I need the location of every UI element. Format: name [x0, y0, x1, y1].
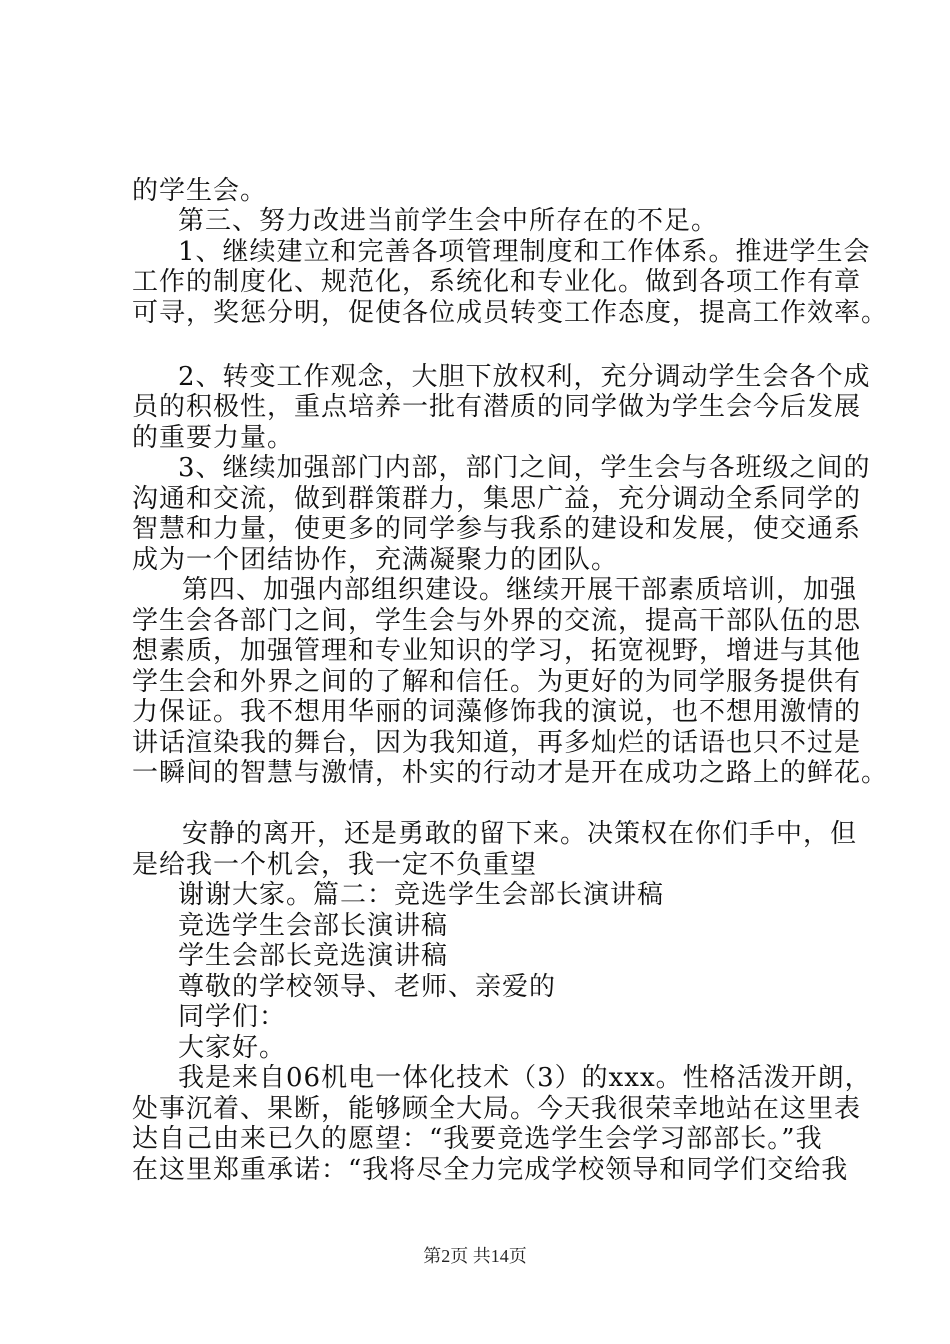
text-line: 的重要力量。: [132, 423, 295, 453]
text-line: 是给我一个机会，我一定不负重望: [132, 850, 538, 880]
text-line: 成为一个团结协作，充满凝聚力的团队。: [132, 545, 619, 575]
text-line: 沟通和交流，做到群策群力，集思广益，充分调动全系同学的: [132, 484, 862, 514]
text-line: 我是来自06机电一体化技术（3）的xxx。性格活泼开朗，: [178, 1063, 872, 1093]
text-line: 大家好。: [178, 1033, 287, 1063]
text-line: 可寻，奖惩分明，促使各位成员转变工作态度，提高工作效率。: [132, 298, 889, 328]
text-line: 学生会和外界之间的了解和信任。为更好的为同学服务提供有: [132, 667, 862, 697]
text-line: 达自己由来已久的愿望：“我要竞选学生会学习部部长。”我: [132, 1124, 823, 1154]
text-line: 力保证。我不想用华丽的词藻修饰我的演说，也不想用激情的: [132, 697, 862, 727]
page-number-footer: 第2页 共14页: [423, 1246, 527, 1266]
text-line: 学生会部长竞选演讲稿: [178, 941, 449, 971]
text-line: 员的积极性，重点培养一批有潜质的同学做为学生会今后发展: [132, 392, 862, 422]
text-line: 安静的离开，还是勇敢的留下来。决策权在你们手中，但: [182, 819, 858, 849]
text-line: 一瞬间的智慧与激情，朴实的行动才是开在成功之路上的鲜花。: [132, 758, 889, 788]
text-line: 讲话渲染我的舞台，因为我知道，再多灿烂的话语也只不过是: [132, 728, 862, 758]
text-line: 谢谢大家。篇二：竞选学生会部长演讲稿: [178, 880, 665, 910]
text-line: 竞选学生会部长演讲稿: [178, 911, 449, 941]
text-line: 3、继续加强部门内部，部门之间，学生会与各班级之间的: [178, 453, 871, 483]
text-line: 尊敬的学校领导、老师、亲爱的: [178, 972, 557, 1002]
text-line: 工作的制度化、规范化，系统化和专业化。做到各项工作有章: [132, 267, 862, 297]
text-line: 1、继续建立和完善各项管理制度和工作体系。推进学生会: [178, 237, 871, 267]
text-line: 智慧和力量，使更多的同学参与我系的建设和发展，使交通系: [132, 514, 862, 544]
text-line: 学生会各部门之间，学生会与外界的交流，提高干部队伍的思: [132, 606, 862, 636]
text-line: 想素质，加强管理和专业知识的学习，拓宽视野，增进与其他: [132, 636, 862, 666]
text-line: 第三、努力改进当前学生会中所存在的不足。: [178, 206, 719, 236]
text-line: 2、转变工作观念，大胆下放权利，充分调动学生会各个成: [178, 362, 871, 392]
text-line: 在这里郑重承诺：“我将尽全力完成学校领导和同学们交给我: [132, 1155, 849, 1185]
text-line: 同学们：: [178, 1002, 287, 1032]
text-line: 的学生会。: [132, 176, 268, 206]
text-line: 第四、加强内部组织建设。继续开展干部素质培训，加强: [182, 575, 858, 605]
text-line: 处事沉着、果断，能够顾全大局。今天我很荣幸地站在这里表: [132, 1094, 862, 1124]
